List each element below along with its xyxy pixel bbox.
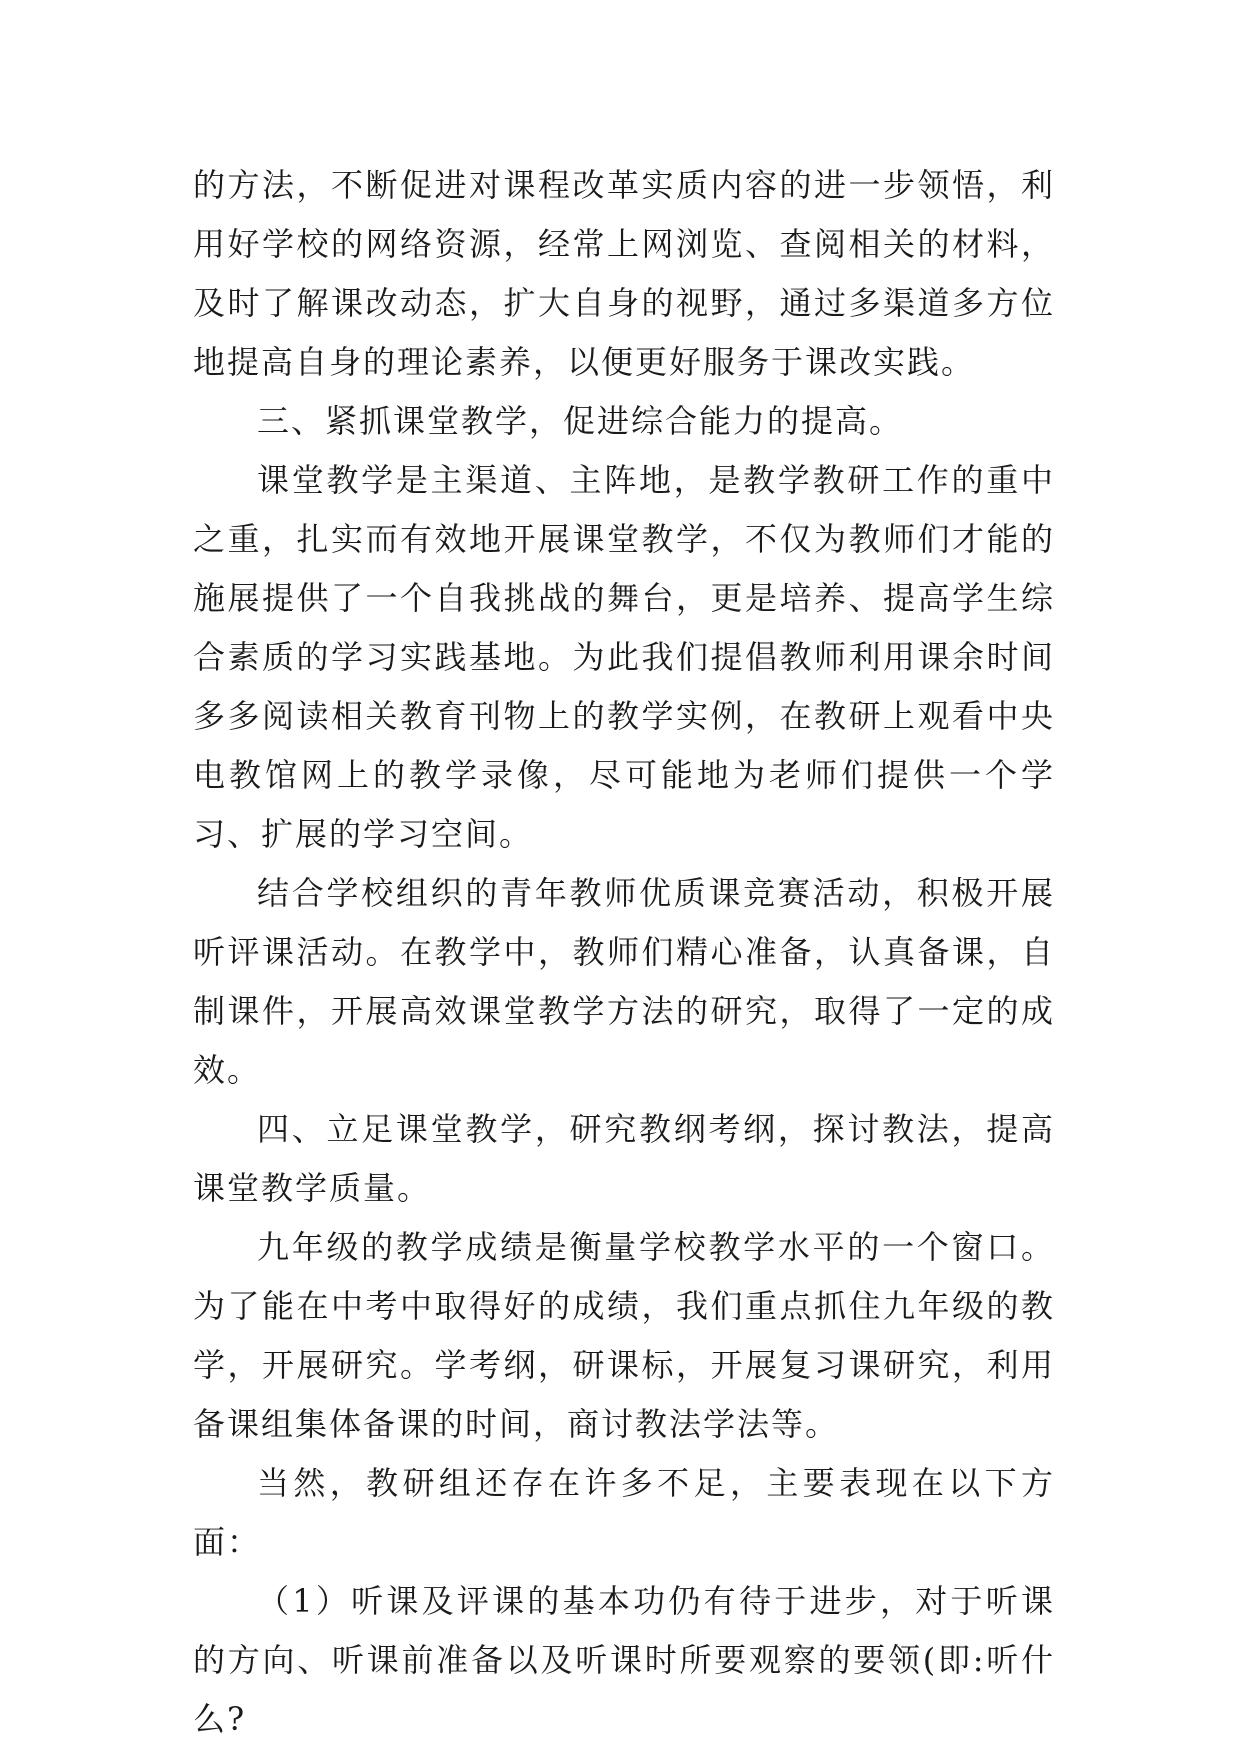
paragraph-shortcomings: 当然，教研组还存在许多不足，主要表现在以下方面：	[193, 1464, 1055, 1561]
paragraph-classroom-teaching: 课堂教学是主渠道、主阵地，是教学教研工作的重中之重，扎实而有效地开展课堂教学，不仅为教师们才能的施展提供了一个自我挑战的舞台，更是培养、提高学生综合素质的学习实践基地。为此我们提倡教师利用课余时间多多阅读相关教育刊物上的教学实例，在教研上观看中央电教馆网上的教学录像，尽可能地为老师们提供一个学习、扩展的学习空间。	[193, 461, 1055, 853]
paragraph-item-1: （1）听课及评课的基本功仍有待于进步，对于听课的方向、听课前准备以及听课时所要观察的要领(即:听什么?	[193, 1582, 1055, 1738]
paragraph-grade-nine: 九年级的教学成绩是衡量学校教学水平的一个窗口。为了能在中考中取得好的成绩，我们重点抓住九年级的教学，开展研究。学考纲，研课标，开展复习课研究，利用备课组集体备课的时间，商讨教法学法等。	[193, 1228, 1055, 1443]
section-heading-3: 三、紧抓课堂教学，促进综合能力的提高。	[257, 402, 904, 440]
section-heading-4: 四、立足课堂教学，研究教纲考纲，探讨教法，提高课堂教学质量。	[193, 1110, 1055, 1207]
document-body	[193, 156, 1055, 1749]
paragraph-method-continuation: 的方法，不断促进对课程改革实质内容的进一步领悟，利用好学校的网络资源，经常上网浏览、查阅相关的材料，及时了解课改动态，扩大自身的视野，通过多渠道多方位地提高自身的理论素养，以便更好服务于课改实践。	[193, 166, 1055, 381]
paragraph-competition: 结合学校组织的青年教师优质课竞赛活动，积极开展听评课活动。在教学中，教师们精心准备，认真备课，自制课件，开展高效课堂教学方法的研究，取得了一定的成效。	[193, 874, 1055, 1089]
